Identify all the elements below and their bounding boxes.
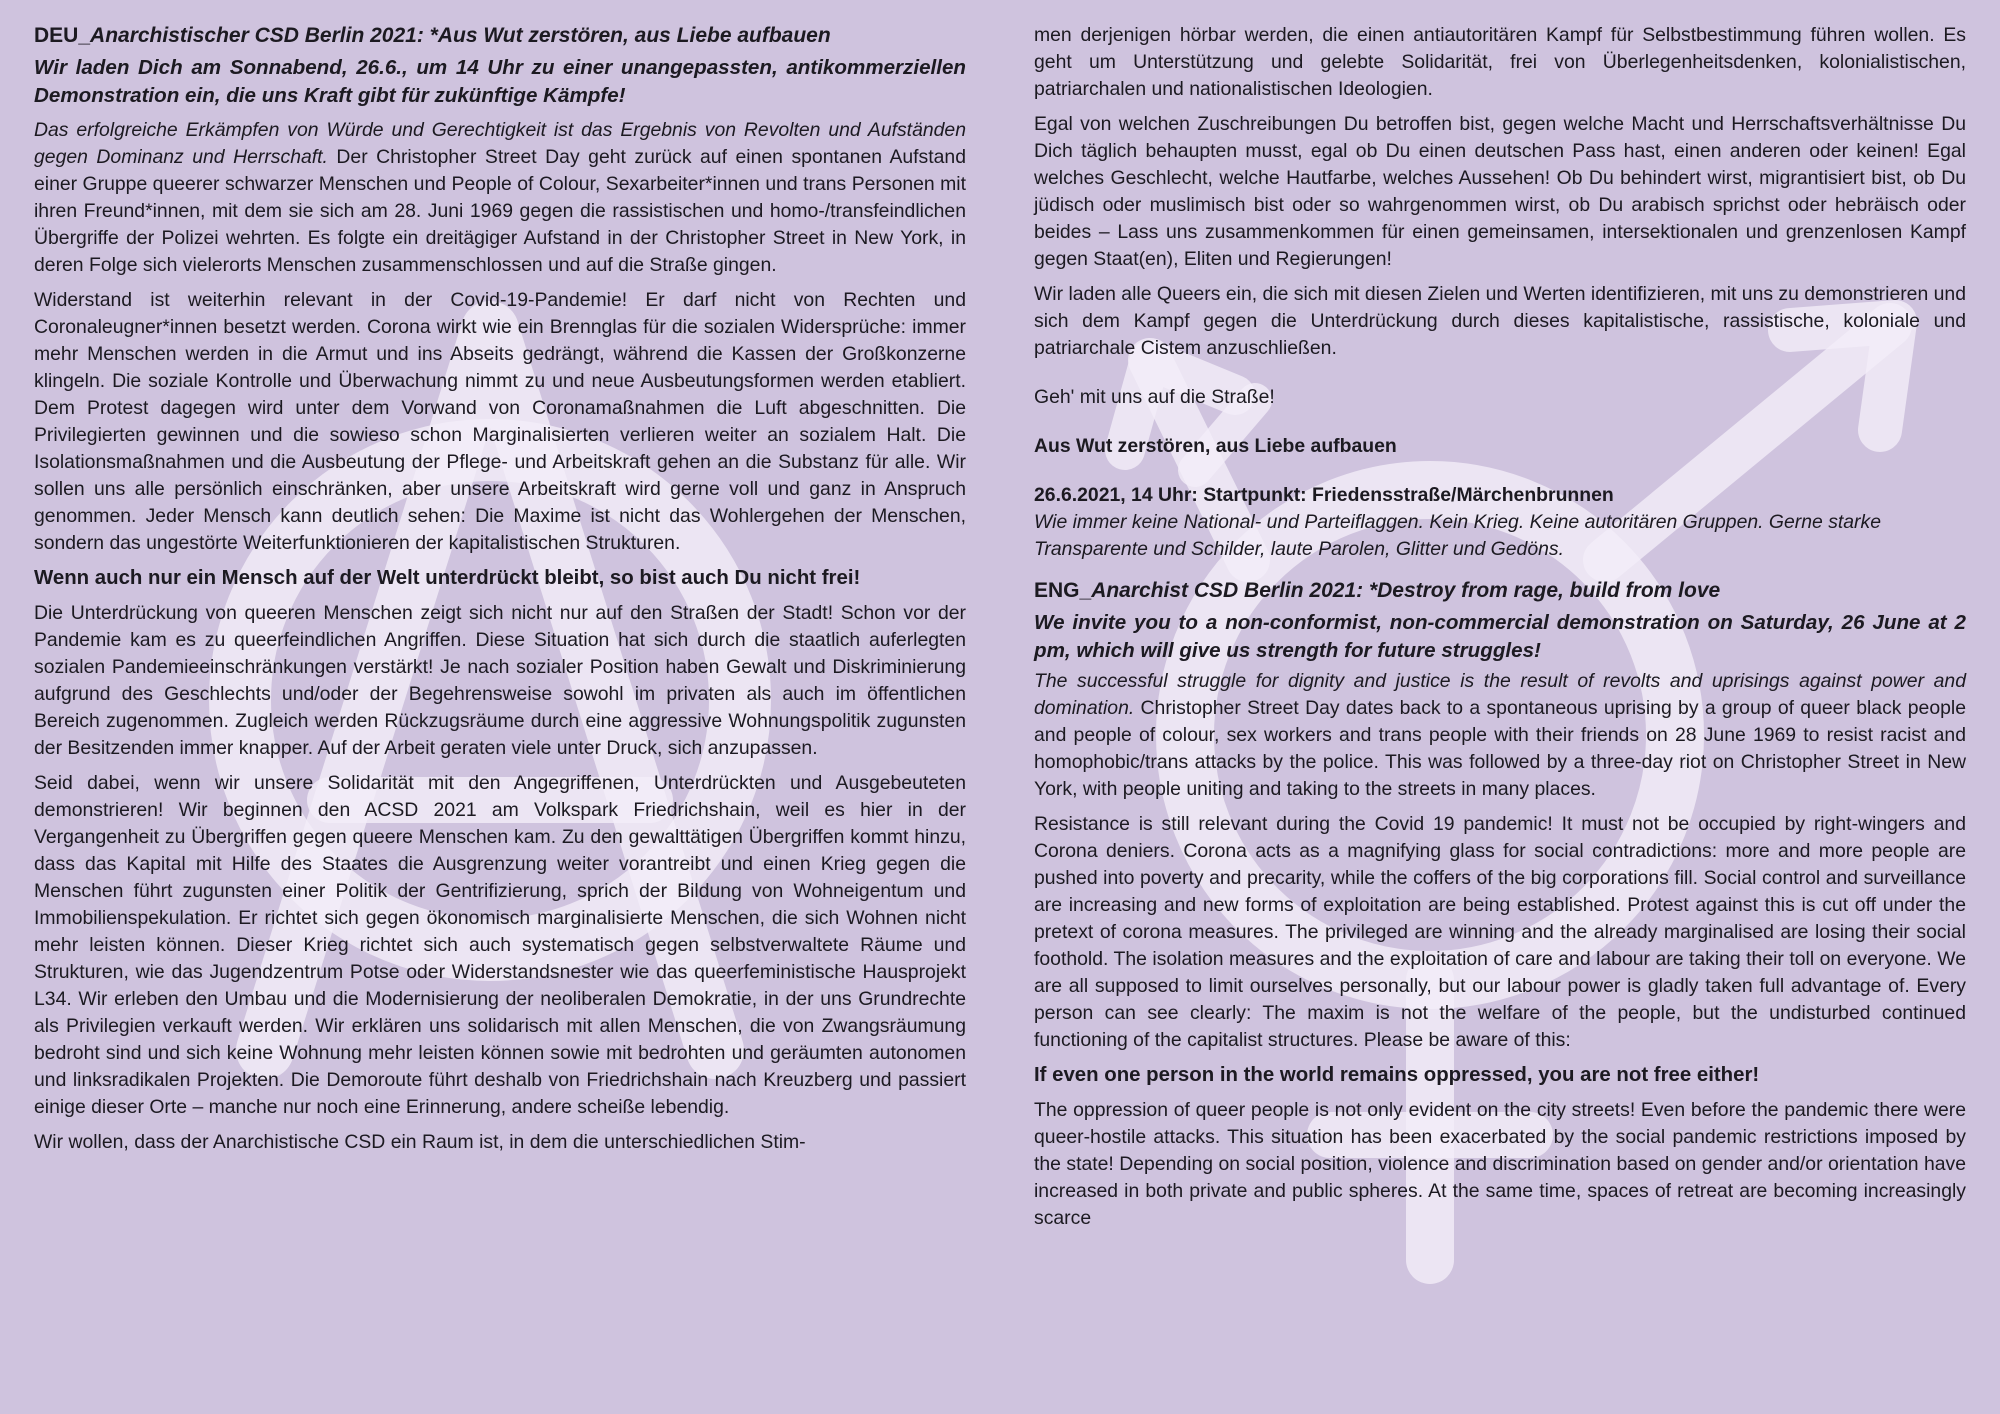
german-subheading: Wenn auch nur ein Mensch auf der Welt unterdrückt bleibt, so bist auch Du nicht frei! <box>34 567 861 590</box>
left-column <box>34 22 966 1156</box>
english-title: ENG_Anarchist CSD Berlin 2021: *Destroy from rage, build from love <box>1034 579 1721 602</box>
german-paragraph-7: Wir laden alle Queers ein, die sich mit diesen Zielen und Werten identifizieren, mit uns zu demonstrieren und sich dem Kampf gegen die Unterdrückung durch dieses kapitalistische, rassistische, koloniale und patriarchale Cistem anzuschließen. <box>1034 283 1966 359</box>
german-paragraph-5-continued: men derjenigen hörbar werden, die einen antiautoritären Kampf für Selbstbestimmung führen wollen. Es geht um Unterstützung und gelebte Solidarität, frei von Überlegenheitsdenken, kolonialistischen, patriarchalen und nationalistischen Ideologien. <box>1034 24 1966 100</box>
right-column <box>1034 22 1966 1232</box>
meeting-point: 26.6.2021, 14 Uhr: Startpunkt: Friedensstraße/Märchenbrunnen <box>1034 484 1614 506</box>
german-paragraph-4: Seid dabei, wenn wir unsere Solidarität mit den Angegriffenen, Unterdrückten und Ausgebeuteten demonstrieren! Wir beginnen den ACSD 2021 am Volkspark Friedrichshain, weil es hier in der Vergangenheit zu Übergriffen gegen queere Menschen kam. Zu den gewalttätigen Übergriffen kommt hinzu, dass das Kapital mit Hilfe des Staates die Ausgrenzung weiter vorantreibt und einen Krieg gegen die Menschen führt zugunsten einer Politik der Gentrifizierung, sprich der Bildung von Wohneigentum und Immobilienspekulation. Er richtet sich gegen ökonomisch marginalisierte Menschen, die sich Wohnen nicht mehr leisten können. Dieser Krieg richtet sich auch systematisch gegen selbstverwaltete Räume und Strukturen, wie das Jugendzentrum Potse oder Widerstandsnester wie das queerfeministische Hausprojekt L34. Wir erleben den Umbau und die Modernisierung der neoliberalen Demokratie, in der uns Grundrechte als Privilegien verkauft werden. Wir erklären uns solidarisch mit allen Menschen, die von Zwangsräumung bedroht sind und sich keine Wohnung mehr leisten können sowie mit bedrohten und geräumten autonomen und linksradikalen Projekten. Die Demoroute führt deshalb von Friedrichshain nach Kreuzberg und passiert einige dieser Orte – manche nur noch eine Erinnerung, andere scheiße lebendig. <box>34 772 966 1119</box>
english-subheading: If even one person in the world remains oppressed, you are not free either! <box>1034 1064 1760 1087</box>
english-paragraph-2: Resistance is still relevant during the Covid 19 pandemic! It must not be occupied by right-wingers and Corona deniers. Corona acts as a magnifying glass for social contradictions: more and more people are pushed into poverty and precarity, while the coffers of the big corporations fill. Social control and surveillance are increasing and new forms of exploitation are being established. Protest against this is cut off under the pretext of corona measures. The privileged are winning and the already marginalised are losing their social foothold. The isolation measures and the exploitation of care and labour are taking their toll on everyone. We are all supposed to limit ourselves personally, but our labour power is gladly taken full advantage of. Every person can see clearly: The maxim is not the welfare of the people, but the undisturbed continued functioning of the capitalist structures. Please be aware of this: <box>1034 813 1966 1052</box>
german-paragraph-6: Egal von welchen Zuschreibungen Du betroffen bist, gegen welche Macht und Herrschaftsverhältnisse Du Dich täglich behaupten musst, egal ob Du einen deutschen Pass hast, einen anderen oder keinen! Egal welches Geschlecht, welche Hautfarbe, welches Aussehen! Ob Du behindert wirst, migrantisiert bist, ob Du jüdisch oder muslimisch bist oder so wahrgenommen wirst, ob Du arabisch sprichst oder hebräisch oder beides – Lass uns zusammenkommen für einen gemeinsamen, intersektionalen und grenzenlosen Kampf gegen Staat(en), Eliten und Regierungen! <box>1034 113 1966 270</box>
english-paragraph-3: The oppression of queer people is not only evident on the city streets! Even before the pandemic there were queer-hostile attacks. This situation has been exacerbated by the social pandemic restrictions imposed by the state! Depending on social position, violence and discrimination based on gender and/or orientation have increased in both private and public spheres. At the same time, spaces of retreat are becoming increasingly scarce <box>1034 1099 1966 1230</box>
german-paragraph-1: Das erfolgreiche Erkämpfen von Würde und Gerechtigkeit ist das Ergebnis von Revolten und Aufständen gegen Dominanz und Herrschaft. Der Christopher Street Day geht zurück auf einen spontanen Aufstand einer Gruppe queerer schwarzer Menschen und People of Colour, Sexarbeiter*innen und trans Personen mit ihren Freund*innen, mit dem sie sich am 28. Juni 1969 gegen die rassistischen und homo-/transfeindlichen Übergriffe der Polizei wehrten. Es folgte ein dreitägiger Aufstand in der Christopher Street in New York, in deren Folge sich vielerorts Menschen zusammenschlossen und auf die Straße gingen. <box>34 119 966 277</box>
german-call-to-street: Geh' mit uns auf die Straße! <box>1034 386 1275 408</box>
german-invitation: Wir laden Dich am Sonnabend, 26.6., um 14 Uhr zu einer unangepassten, antikommerziellen Demonstration ein, die uns Kraft gibt für zukünftige Kämpfe! <box>34 56 966 107</box>
english-invitation: We invite you to a non-conformist, non-commercial demonstration on Saturday, 26 June at 2 pm, which will give us strength for future struggles! <box>1034 611 1966 662</box>
german-slogan: Aus Wut zerstören, aus Liebe aufbauen <box>1034 435 1397 457</box>
german-paragraph-2: Widerstand ist weiterhin relevant in der Covid-19-Pandemie! Er darf nicht von Rechten und Coronaleugner*innen besetzt werden. Corona wirkt wie ein Brennglas für die sozialen Widersprüche: immer mehr Menschen werden in die Armut und ins Abseits gedrängt, während die Kassen der Großkonzerne klingeln. Die soziale Kontrolle und Überwachung nimmt zu und neue Ausbeutungsformen werden etabliert. Dem Protest dagegen wird unter dem Vorwand von Coronamaßnahmen die Luft abgeschnitten. Die Privilegierten gewinnen und die sowieso schon Marginalisierten verlieren weiter an sozialem Halt. Die Isolationsmaßnahmen und die Ausbeutung der Pflege- und Arbeitskraft gehen an die Substanz für alle. Wir sollen uns alle persönlich einschränken, aber unsere Arbeitskraft wird gerne voll und ganz in Anspruch genommen. Jeder Mensch kann deutlich sehen: Die Maxime ist nicht das Wohlergehen der Menschen, sondern das ungestörte Weiterfunktionieren der kapitalistischen Strukturen. <box>34 289 966 555</box>
german-title: DEU_Anarchistischer CSD Berlin 2021: *Aus Wut zerstören, aus Liebe aufbauen <box>34 24 831 47</box>
demo-rules: Wie immer keine National- und Parteiflaggen. Kein Krieg. Keine autoritären Gruppen. Gerne starke Transparente und Schilder, laute Parolen, Glitter und Gedöns. <box>1034 511 1881 560</box>
german-paragraph-5: Wir wollen, dass der Anarchistische CSD ein Raum ist, in dem die unterschiedlichen Stim- <box>34 1131 806 1154</box>
english-paragraph-1: The successful struggle for dignity and justice is the result of revolts and uprisings against power and domination. Christopher Street Day dates back to a spontaneous uprising by a group of queer black people and people of colour, sex workers and trans people with their friends on 28 June 1969 to resist racist and homophobic/trans attacks by the police. This was followed by a three-day riot on Christopher Street in New York, with people uniting and taking to the streets in many places. <box>1034 670 1966 801</box>
german-paragraph-3: Die Unterdrückung von queeren Menschen zeigt sich nicht nur auf den Straßen der Stadt! Schon vor der Pandemie kam es zu queerfeindlichen Angriffen. Diese Situation hat sich durch die staatlich auferlegten sozialen Pandemieeinschränkungen verstärkt! Je nach sozialer Position haben Gewalt und Diskriminierung aufgrund des Geschlechts und/oder der Begehrensweise sowohl im privaten als auch im öffentlichen Bereich zugenommen. Zugleich werden Rückzugsräume durch eine aggressive Wohnungspolitik zugunsten der Besitzenden immer knapper. Auf der Arbeit geraten viele unter Druck, sich anzupassen. <box>34 602 966 760</box>
